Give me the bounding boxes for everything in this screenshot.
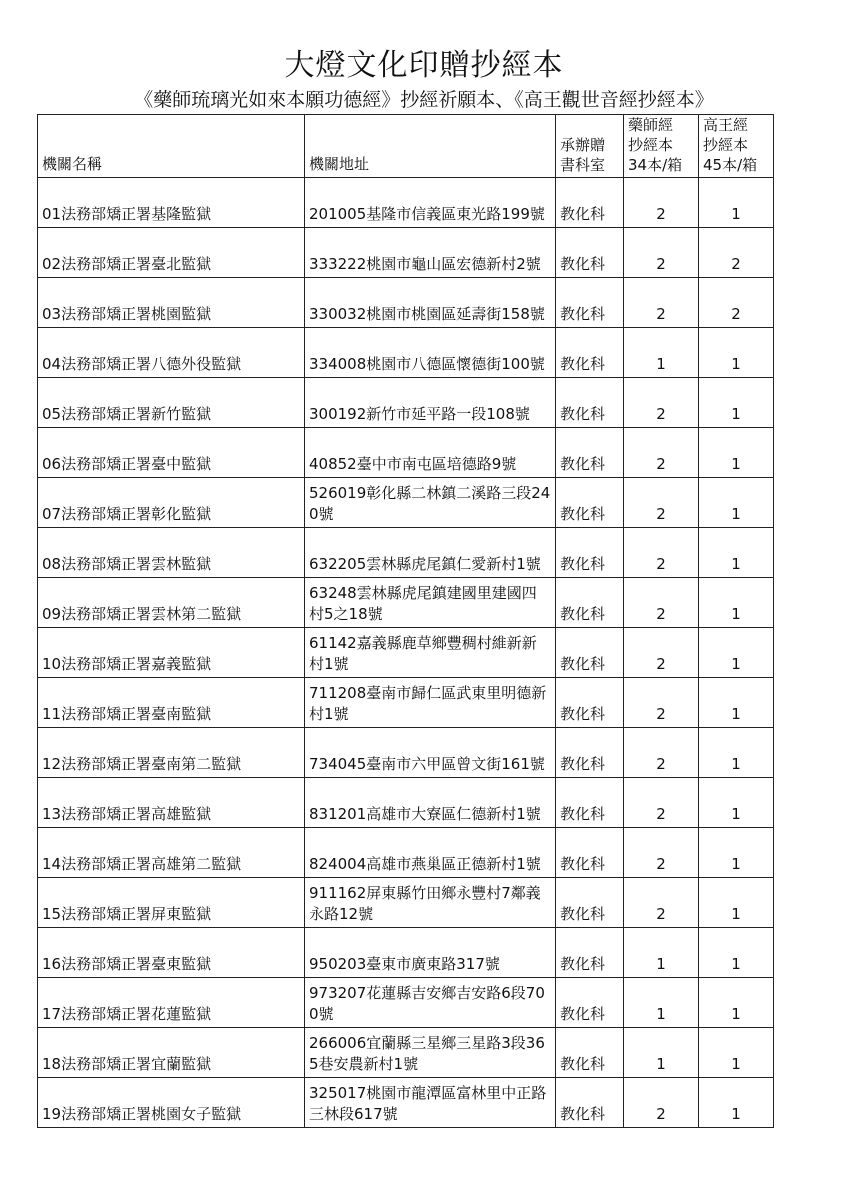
row-address-text: 950203臺東市廣東路317號: [309, 955, 500, 973]
table-row: [38, 828, 774, 878]
row-medicine-qty: 1: [624, 978, 699, 1028]
header-medicine-sutra: [624, 115, 699, 178]
row-unit: 教化科: [556, 628, 624, 678]
row-address: [305, 178, 556, 228]
row-address: [305, 578, 556, 628]
row-address-text: 63248雲林縣虎尾鎮建國里建國四村5之18號: [309, 584, 537, 623]
row-address: [305, 628, 556, 678]
row-unit: 教化科: [556, 478, 624, 528]
row-name: 17法務部矯正署花蓮監獄: [38, 978, 305, 1028]
row-address-text: 61142嘉義縣鹿草鄉豐稠村維新新村1號: [309, 634, 537, 673]
row-unit: 教化科: [556, 878, 624, 928]
table-row: [38, 1028, 774, 1078]
document-subtitle: 《藥師琉璃光如來本願功德經》抄經祈願本、《高王觀世音經抄經本》: [134, 89, 714, 111]
row-name: 03法務部矯正署桃園監獄: [38, 278, 305, 328]
row-gaowang-qty: 1: [699, 1078, 774, 1128]
table-row: [38, 478, 774, 528]
row-gaowang-qty: 1: [699, 1028, 774, 1078]
row-name: 12法務部矯正署臺南第二監獄: [38, 728, 305, 778]
distribution-table: [37, 114, 774, 1128]
row-name: 13法務部矯正署高雄監獄: [38, 778, 305, 828]
row-medicine-qty: 2: [624, 428, 699, 478]
row-address-text: 325017桃園市龍潭區富林里中正路三林段617號: [309, 1084, 547, 1123]
row-medicine-qty: 2: [624, 378, 699, 428]
table-row: [38, 778, 774, 828]
row-unit: 教化科: [556, 828, 624, 878]
header-name: 機關名稱: [38, 115, 305, 178]
row-address: [305, 878, 556, 928]
header-medicine-line1: 藥師經: [628, 116, 674, 134]
row-address-text: 330032桃園市桃園區延壽街158號: [309, 305, 545, 323]
row-address-text: 632205雲林縣虎尾鎮仁愛新村1號: [309, 555, 541, 573]
row-unit: 教化科: [556, 428, 624, 478]
header-unit: [556, 115, 624, 178]
row-gaowang-qty: 1: [699, 728, 774, 778]
row-address: [305, 678, 556, 728]
table-row: [38, 328, 774, 378]
row-name: 19法務部矯正署桃園女子監獄: [38, 1078, 305, 1128]
table-row: [38, 228, 774, 278]
row-gaowang-qty: 1: [699, 378, 774, 428]
row-medicine-qty: 2: [624, 528, 699, 578]
row-gaowang-qty: 2: [699, 228, 774, 278]
table-row: [38, 278, 774, 328]
row-medicine-qty: 2: [624, 478, 699, 528]
header-unit-line1: 承辦贈: [560, 136, 606, 154]
row-name: 14法務部矯正署高雄第二監獄: [38, 828, 305, 878]
row-medicine-qty: 2: [624, 228, 699, 278]
row-medicine-qty: 1: [624, 328, 699, 378]
row-gaowang-qty: 1: [699, 478, 774, 528]
row-gaowang-qty: 1: [699, 928, 774, 978]
row-unit: 教化科: [556, 1078, 624, 1128]
table-row: [38, 178, 774, 228]
row-unit: 教化科: [556, 678, 624, 728]
row-unit: 教化科: [556, 1028, 624, 1078]
row-gaowang-qty: 1: [699, 828, 774, 878]
row-name: 02法務部矯正署臺北監獄: [38, 228, 305, 278]
row-unit: 教化科: [556, 778, 624, 828]
row-address-text: 334008桃園市八德區懷德街100號: [309, 355, 545, 373]
row-gaowang-qty: 1: [699, 328, 774, 378]
row-name: 01法務部矯正署基隆監獄: [38, 178, 305, 228]
row-name: 04法務部矯正署八德外役監獄: [38, 328, 305, 378]
row-unit: 教化科: [556, 328, 624, 378]
row-medicine-qty: 1: [624, 1028, 699, 1078]
header-row: [38, 115, 774, 178]
row-address: [305, 478, 556, 528]
header-gaowang-line2: 抄經本: [703, 136, 749, 154]
row-address-text: 40852臺中市南屯區培德路9號: [309, 455, 517, 473]
row-address: [305, 728, 556, 778]
row-address-text: 300192新竹市延平路一段108號: [309, 405, 530, 423]
row-address-text: 831201高雄市大寮區仁德新村1號: [309, 805, 541, 823]
row-address: [305, 778, 556, 828]
table-row: [38, 578, 774, 628]
row-unit: 教化科: [556, 728, 624, 778]
row-name: 11法務部矯正署臺南監獄: [38, 678, 305, 728]
document-title: 大燈文化印贈抄經本: [284, 48, 564, 83]
row-gaowang-qty: 1: [699, 428, 774, 478]
row-address: [305, 278, 556, 328]
row-address-text: 711208臺南市歸仁區武東里明德新村1號: [309, 684, 547, 723]
row-medicine-qty: 2: [624, 278, 699, 328]
row-unit: 教化科: [556, 228, 624, 278]
row-name: 09法務部矯正署雲林第二監獄: [38, 578, 305, 628]
row-address: [305, 928, 556, 978]
row-address-text: 911162屏東縣竹田鄉永豐村7鄰義永路12號: [309, 884, 541, 923]
row-address-text: 333222桃園市龜山區宏德新村2號: [309, 255, 541, 273]
row-address: [305, 378, 556, 428]
row-address: [305, 228, 556, 278]
row-unit: 教化科: [556, 578, 624, 628]
row-address-text: 824004高雄市燕巢區正德新村1號: [309, 855, 541, 873]
header-medicine-line2: 抄經本: [628, 136, 674, 154]
row-medicine-qty: 2: [624, 628, 699, 678]
row-gaowang-qty: 1: [699, 978, 774, 1028]
row-address-text: 266006宜蘭縣三星鄉三星路3段365巷安農新村1號: [309, 1034, 545, 1073]
header-unit-line2: 書科室: [560, 156, 606, 174]
row-medicine-qty: 2: [624, 1078, 699, 1128]
table-body: [38, 178, 774, 1128]
row-gaowang-qty: 1: [699, 778, 774, 828]
row-address: [305, 328, 556, 378]
table-row: [38, 1078, 774, 1128]
row-medicine-qty: 2: [624, 878, 699, 928]
row-medicine-qty: 2: [624, 578, 699, 628]
row-unit: 教化科: [556, 528, 624, 578]
table-row: [38, 528, 774, 578]
row-gaowang-qty: 2: [699, 278, 774, 328]
row-address: [305, 978, 556, 1028]
row-unit: 教化科: [556, 378, 624, 428]
row-address: [305, 828, 556, 878]
row-name: 07法務部矯正署彰化監獄: [38, 478, 305, 528]
table-header: [38, 115, 774, 178]
row-name: 16法務部矯正署臺東監獄: [38, 928, 305, 978]
row-name: 08法務部矯正署雲林監獄: [38, 528, 305, 578]
row-name: 05法務部矯正署新竹監獄: [38, 378, 305, 428]
row-address-text: 734045臺南市六甲區曾文街161號: [309, 755, 545, 773]
row-name: 18法務部矯正署宜蘭監獄: [38, 1028, 305, 1078]
row-gaowang-qty: 1: [699, 178, 774, 228]
row-medicine-qty: 2: [624, 728, 699, 778]
row-gaowang-qty: 1: [699, 878, 774, 928]
row-address: [305, 428, 556, 478]
row-gaowang-qty: 1: [699, 528, 774, 578]
row-address-text: 526019彰化縣二林鎮二溪路三段240號: [309, 484, 551, 523]
row-unit: 教化科: [556, 178, 624, 228]
table-row: [38, 728, 774, 778]
row-gaowang-qty: 1: [699, 678, 774, 728]
row-gaowang-qty: 1: [699, 628, 774, 678]
header-medicine-line3: 34本/箱: [628, 156, 683, 174]
row-unit: 教化科: [556, 278, 624, 328]
row-medicine-qty: 2: [624, 778, 699, 828]
table-row: [38, 378, 774, 428]
table-row: [38, 928, 774, 978]
header-gaowang-line3: 45本/箱: [703, 156, 758, 174]
row-address-text: 201005基隆市信義區東光路199號: [309, 205, 545, 223]
row-gaowang-qty: 1: [699, 578, 774, 628]
table-row: [38, 878, 774, 928]
row-medicine-qty: 2: [624, 678, 699, 728]
row-medicine-qty: 2: [624, 828, 699, 878]
table-row: [38, 628, 774, 678]
row-address: [305, 528, 556, 578]
row-name: 15法務部矯正署屏東監獄: [38, 878, 305, 928]
row-unit: 教化科: [556, 928, 624, 978]
table-row: [38, 978, 774, 1028]
row-medicine-qty: 2: [624, 178, 699, 228]
row-medicine-qty: 1: [624, 928, 699, 978]
row-name: 10法務部矯正署嘉義監獄: [38, 628, 305, 678]
table-row: [38, 428, 774, 478]
row-address-text: 973207花蓮縣吉安鄉吉安路6段700號: [309, 984, 545, 1023]
row-name: 06法務部矯正署臺中監獄: [38, 428, 305, 478]
row-address: [305, 1028, 556, 1078]
row-unit: 教化科: [556, 978, 624, 1028]
row-address: [305, 1078, 556, 1128]
header-gaowang-line1: 高王經: [703, 116, 749, 134]
header-address: 機關地址: [305, 115, 556, 178]
header-gaowang-sutra: [699, 115, 774, 178]
table-row: [38, 678, 774, 728]
